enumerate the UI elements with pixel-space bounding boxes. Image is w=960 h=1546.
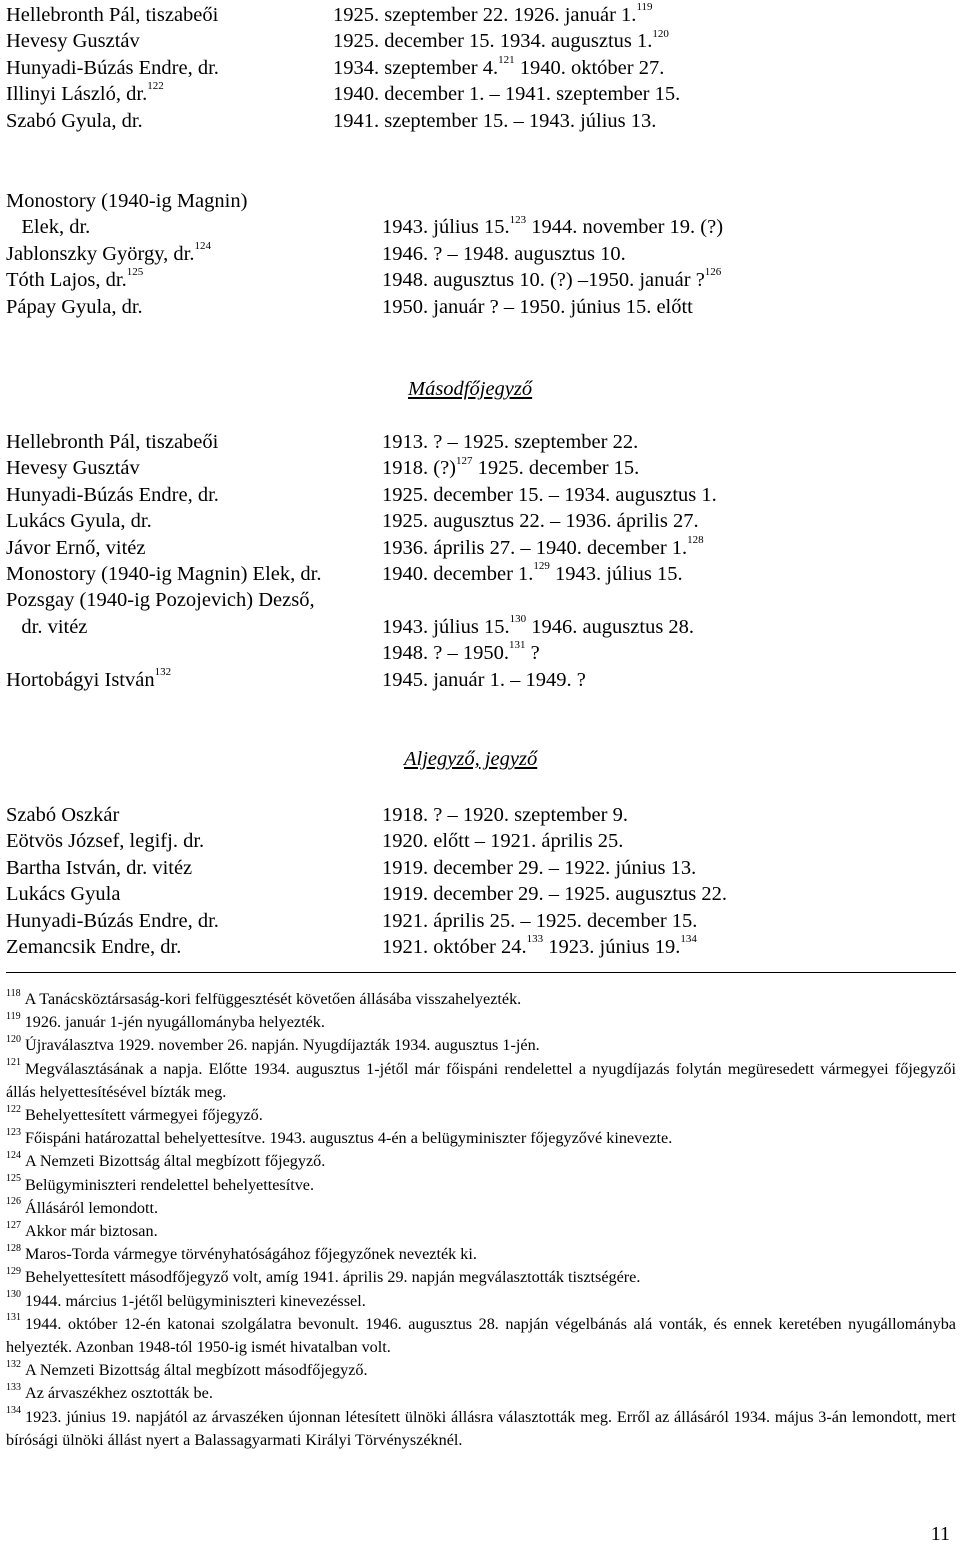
heading-masodfojegyzo: Másodfőjegyző <box>408 378 533 400</box>
person-name: Jávor Ernő, vitéz <box>6 536 146 559</box>
date-range: 1948. ? – 1950.$^{131}$ ? <box>382 639 540 665</box>
footnote-number: 131 <box>6 1312 21 1324</box>
table-row <box>6 55 956 81</box>
table-row <box>6 214 956 240</box>
table-row <box>6 614 956 640</box>
footnote-ref: 130 <box>509 612 527 625</box>
person-name: Elek, dr. <box>6 216 91 239</box>
footnote-ref: 120 <box>652 27 669 40</box>
footnote-number: 119 <box>6 1010 21 1022</box>
section-masodfojegyzo-list <box>6 429 956 693</box>
section-fojegyzo-list-2 <box>6 188 956 320</box>
person-name: Zemancsik Endre, dr. <box>6 935 182 958</box>
footnote-ref: 132 <box>154 665 172 678</box>
person-name: Hunyadi-Búzás Endre, dr. <box>6 909 219 932</box>
footnote-number: 123 <box>6 1126 21 1138</box>
footnote <box>6 1104 956 1127</box>
footnotes <box>6 988 956 1452</box>
date-range: 1934. szeptember 4.$^{121}$ 1940. október 27. <box>333 53 665 79</box>
footnote-text: Főispáni határozattal behelyettesítve. 1943. augusztus 4-én a belügyminiszter főjegyzővé kinevezte. <box>25 1129 673 1148</box>
footnote <box>6 1266 956 1289</box>
table-row <box>6 294 956 320</box>
table-row <box>6 482 956 508</box>
person-name: Lukács Gyula, dr. <box>6 510 152 533</box>
table-row <box>6 241 956 267</box>
footnote <box>6 1058 956 1104</box>
date-range: 1921. április 25. – 1925. december 15. <box>382 909 698 932</box>
date-range: 1940. december 1. – 1941. szeptember 15. <box>333 83 681 106</box>
table-row <box>6 640 956 666</box>
footnote-number: 128 <box>6 1242 21 1254</box>
footnote-number: 121 <box>6 1057 21 1069</box>
footnote-text: Behelyettesített másodfőjegyző volt, amíg 1941. április 29. napján megválasztották tisztségére. <box>25 1268 641 1287</box>
footnote-number: 124 <box>6 1150 21 1162</box>
footnote <box>6 1290 956 1313</box>
table-row <box>6 828 956 854</box>
person-name: Lukács Gyula <box>6 883 121 906</box>
section-aljegyzo-list <box>6 802 956 960</box>
footnote-text: A Nemzeti Bizottság által megbízott másodfőjegyző. <box>25 1361 368 1380</box>
table-row <box>6 535 956 561</box>
date-range: 1936. április 27. – 1940. december 1.$^{128}$ <box>382 533 704 559</box>
person-name: Pápay Gyula, dr. <box>6 295 143 318</box>
table-row <box>6 855 956 881</box>
date-range: 1925. szeptember 22. 1926. január 1.$^{119}$ <box>333 1 653 26</box>
footnote-ref: 122 <box>147 80 164 93</box>
footnote <box>6 1127 956 1150</box>
date-range: 1943. július 15.$^{130}$ 1946. augusztus 28. <box>382 612 695 638</box>
date-range: 1950. január ? – 1950. június 15. előtt <box>382 295 693 318</box>
footnote-text: Akkor már biztosan. <box>25 1222 158 1241</box>
person-name: Hellebronth Pál, tiszabeői <box>6 4 219 26</box>
table-row <box>6 108 956 134</box>
date-range: 1946. ? – 1948. augusztus 10. <box>382 242 626 265</box>
table-row <box>6 429 956 455</box>
footnote-text: Maros-Torda vármegye törvényhatóságához főjegyzőnek nevezték ki. <box>25 1245 477 1264</box>
footnote-ref: 121 <box>498 53 515 66</box>
table-row <box>6 2 956 28</box>
footnote-ref: 128 <box>687 533 704 546</box>
person-name: Monostory (1940-ig Magnin) <box>6 190 248 212</box>
footnote <box>6 1011 956 1034</box>
footnote-text: Belügyminiszteri rendelettel behelyettesítve. <box>25 1175 315 1194</box>
footnote-ref: 119 <box>636 1 653 14</box>
footnote-text: Behelyettesített vármegyei főjegyző. <box>25 1106 263 1125</box>
footnote-ref: 129 <box>533 560 550 573</box>
footnote <box>6 1034 956 1057</box>
date-range: 1943. július 15.$^{123}$ 1944. november 19. (?) <box>382 213 724 239</box>
footnote <box>6 1220 956 1243</box>
person-name: Jablonszky György, dr.$^{124}$ <box>6 239 211 265</box>
person-name: Bartha István, dr. vitéz <box>6 856 193 879</box>
table-row <box>6 28 956 54</box>
table-row <box>6 908 956 934</box>
date-range: 1925. augusztus 22. – 1936. április 27. <box>382 510 699 533</box>
footnote-number: 120 <box>6 1034 21 1046</box>
footnote-ref: 123 <box>509 213 527 226</box>
footnote-ref: 131 <box>508 639 526 652</box>
footnote-text: A Nemzeti Bizottság által megbízott főjegyző. <box>25 1152 326 1171</box>
footnote <box>6 988 956 1011</box>
table-row <box>6 508 956 534</box>
footnote <box>6 1313 956 1359</box>
footnote <box>6 1359 956 1382</box>
footnote-text: Megválasztásának a napja. Előtte 1934. augusztus 1-jétől már főispáni rendelettel a nyugdíjazás folytán megüresedett vármegyei főjegyzői állás helyettesítésével bízták meg. <box>6 1059 956 1101</box>
date-range: 1918. (?)$^{127}$ 1925. december 15. <box>382 454 640 480</box>
date-range: 1941. szeptember 15. – 1943. július 13. <box>333 109 657 132</box>
footnote-number: 127 <box>6 1219 21 1231</box>
section-fojegyzo-list <box>6 2 956 134</box>
footnote <box>6 1197 956 1220</box>
table-row <box>6 561 956 587</box>
date-range: 1925. december 15. – 1934. augusztus 1. <box>382 483 717 506</box>
footnote <box>6 1174 956 1197</box>
footnote-text: Újraválasztva 1929. november 26. napján. Nyugdíjazták 1934. augusztus 1-jén. <box>25 1036 540 1055</box>
footnote-text: Állásáról lemondott. <box>25 1198 159 1217</box>
footnote-ref: 134 <box>680 933 697 946</box>
date-range: 1918. ? – 1920. szeptember 9. <box>382 804 628 826</box>
footnote-number: 129 <box>6 1266 21 1278</box>
footnote <box>6 1243 956 1266</box>
table-row <box>6 188 956 214</box>
person-name: Eötvös József, legifj. dr. <box>6 830 205 853</box>
date-range: 1945. január 1. – 1949. ? <box>382 668 586 691</box>
person-name: Monostory (1940-ig Magnin) Elek, dr. <box>6 562 322 585</box>
person-name: Tóth Lajos, dr.$^{125}$ <box>6 266 144 292</box>
footnote-number: 118 <box>6 987 21 999</box>
footnote-text: 1926. január 1-jén nyugállományba helyezték. <box>24 1013 325 1032</box>
date-range: 1921. október 24.$^{133}$ 1923. június 19.$^{134}$ <box>382 933 697 958</box>
person-name: Hortobágyi István$^{132}$ <box>6 665 172 691</box>
date-range: 1948. augusztus 10. (?) –1950. január ?$^{126}$ <box>382 266 722 292</box>
footnote <box>6 1406 956 1452</box>
table-row <box>6 934 956 960</box>
footnote-ref: 133 <box>526 933 544 946</box>
footnote-text: A Tanácsköztársaság-kori felfüggesztését követően állásába visszahelyezték. <box>24 990 522 1008</box>
footnote-number: 130 <box>6 1289 21 1301</box>
footnote-number: 134 <box>6 1405 21 1417</box>
date-range: 1919. december 29. – 1925. augusztus 22. <box>382 883 728 906</box>
footnote-ref: 125 <box>126 266 144 279</box>
table-row <box>6 81 956 107</box>
footnote-ref: 127 <box>456 454 473 467</box>
person-name: Szabó Gyula, dr. <box>6 109 143 132</box>
date-range: 1920. előtt – 1921. április 25. <box>382 830 624 853</box>
person-name: Pozsgay (1940-ig Pozojevich) Dezső, <box>6 589 315 612</box>
footnote-text: 1944. október 12-én katonai szolgálatra bevonult. 1946. augusztus 28. napján végelbánás alá vonták, és ennek keretében nyugállományba helyezték. Azonban 1948-tól 1950-ig ismét hivatalban volt. <box>6 1314 956 1357</box>
table-row <box>6 802 956 828</box>
table-row <box>6 881 956 907</box>
person-name: dr. vitéz <box>6 615 88 638</box>
date-range: 1919. december 29. – 1922. június 13. <box>382 856 697 879</box>
table-row <box>6 455 956 481</box>
footnote-number: 132 <box>6 1358 21 1370</box>
footnote-number: 126 <box>6 1196 21 1208</box>
date-range: 1940. december 1.$^{129}$ 1943. július 15. <box>382 560 683 585</box>
footnote-ref: 126 <box>704 266 722 279</box>
person-name: Hellebronth Pál, tiszabeői <box>6 431 219 453</box>
footnote-ref: 124 <box>194 239 211 252</box>
footnote-number: 133 <box>6 1382 21 1394</box>
footnote-number: 122 <box>6 1103 21 1115</box>
date-range: 1913. ? – 1925. szeptember 22. <box>382 431 639 453</box>
footnote-text: Az árvaszékhez osztották be. <box>25 1384 213 1403</box>
table-row <box>6 267 956 293</box>
person-name: Hunyadi-Búzás Endre, dr. <box>6 56 219 79</box>
footnote-separator <box>6 972 956 973</box>
footnote <box>6 1150 956 1173</box>
person-name: Hunyadi-Búzás Endre, dr. <box>6 483 219 506</box>
person-name: Hevesy Gusztáv <box>6 30 140 53</box>
person-name: Illinyi László, dr.$^{122}$ <box>6 80 164 106</box>
footnote-number: 125 <box>6 1173 21 1185</box>
table-row <box>6 587 956 613</box>
footnote <box>6 1382 956 1405</box>
footnote-text: 1944. március 1-jétől belügyminiszteri kinevezéssel. <box>25 1291 366 1310</box>
page-number: 11 <box>930 1523 950 1545</box>
person-name: Szabó Oszkár <box>6 804 120 826</box>
date-range: 1925. december 15. 1934. augusztus 1.$^{120}$ <box>333 27 669 53</box>
footnote-text: 1923. június 19. napjától az árvaszéken újonnan létesített ülnöki állásra választották meg. Erről az állásáról 1934. május 3-án lemondott, mert bírósági ülnöki állást nyert a Balassagyarmati Királyi Törvényszéknél. <box>6 1407 956 1449</box>
person-name: Hevesy Gusztáv <box>6 457 140 480</box>
heading-aljegyzo: Aljegyző, jegyző <box>404 748 538 770</box>
table-row <box>6 667 956 693</box>
